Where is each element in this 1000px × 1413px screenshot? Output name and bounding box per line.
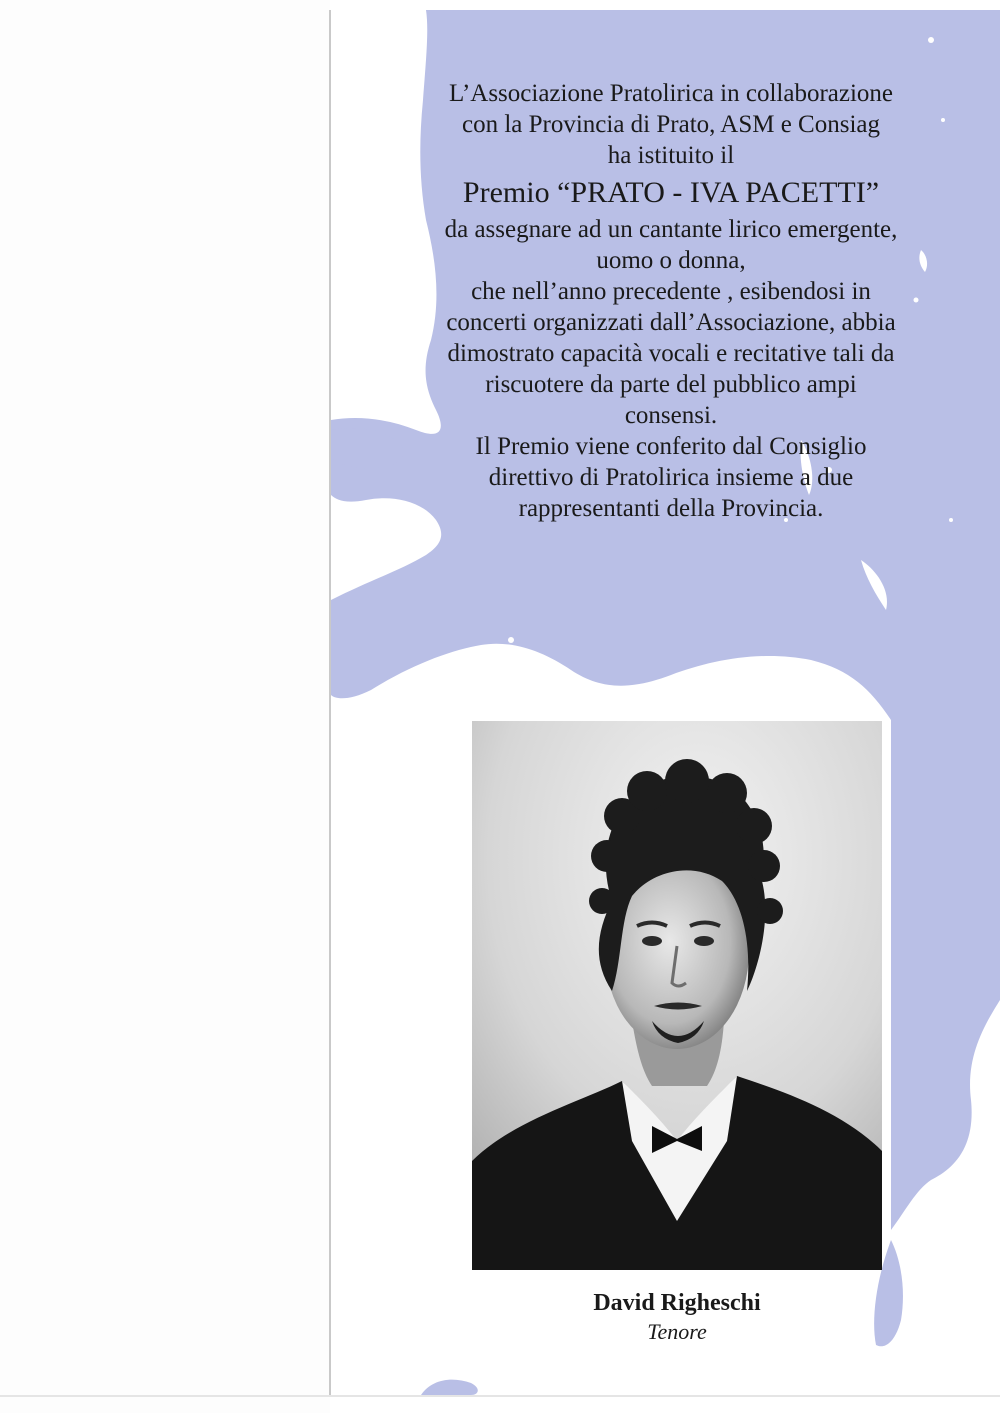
body-line: consensi. <box>624 402 718 429</box>
body-line: direttivo di Pratolirica insieme a due <box>488 464 854 491</box>
portrait-photo <box>472 721 882 1270</box>
right-panel <box>331 0 1000 1413</box>
body-line: dimostrato capacità vocali e recitative tali da <box>447 340 895 367</box>
blank-left-panel <box>0 0 330 1413</box>
body-line: Il Premio viene conferito dal Consiglio <box>475 433 867 460</box>
page-bottom-edge <box>0 1395 1000 1397</box>
body-line: che nell’anno precedente , esibendosi in <box>471 278 871 305</box>
body-line: riscuotere da parte del pubblico ampi <box>485 371 857 398</box>
singer-role: Tenore <box>647 1319 707 1344</box>
body-line: da assegnare ad un cantante lirico emergente, <box>444 216 898 243</box>
intro-line: L’Associazione Pratolirica in collaborazione <box>448 80 894 107</box>
award-title: Premio “PRATO - IVA PACETTI” <box>462 176 880 209</box>
body-line: rappresentanti della Provincia. <box>518 495 824 522</box>
body-line: concerti organizzati dall’Associazione, abbia <box>446 309 896 336</box>
portrait-caption <box>472 1288 882 1346</box>
singer-name: David Righeschi <box>593 1290 761 1316</box>
portrait-illustration <box>472 721 882 1270</box>
intro-line: ha istituito il <box>607 142 735 169</box>
award-description <box>371 78 971 524</box>
body-line: uomo o donna, <box>596 247 746 274</box>
intro-line: con la Provincia di Prato, ASM e Consiag <box>461 111 881 138</box>
